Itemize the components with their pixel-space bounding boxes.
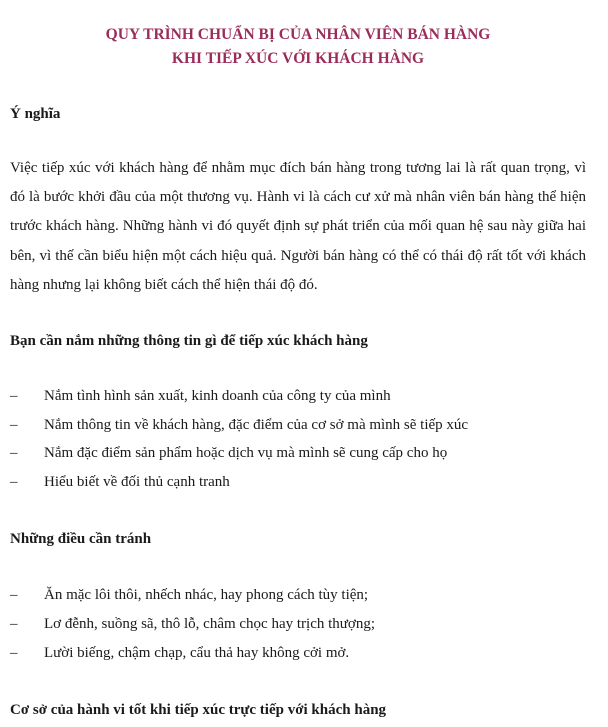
dash-bullet: –: [10, 473, 18, 490]
list-item: [10, 439, 586, 468]
dash-bullet: –: [10, 644, 18, 661]
dash-bullet: –: [10, 615, 18, 632]
heading-required-info: Bạn cần nắm những thông tin gì để tiếp xúc khách hàng: [10, 333, 368, 350]
list-item-text: Hiểu biết về đối thủ cạnh tranh: [44, 473, 230, 490]
things-to-avoid-list: [10, 581, 586, 667]
list-item-text: Ăn mặc lôi thôi, nhếch nhác, hay phong cách tùy tiện;: [44, 587, 369, 604]
dash-bullet: –: [10, 416, 18, 433]
dash-bullet: –: [10, 587, 18, 604]
title-line-1: QUY TRÌNH CHUẨN BỊ CỦA NHÂN VIÊN BÁN HÀNG: [105, 26, 491, 43]
list-item: [10, 639, 586, 668]
list-item-text: Nắm tình hình sản xuất, kinh doanh của công ty của mình: [44, 388, 391, 405]
list-item-text: Nắm thông tin về khách hàng, đặc điểm của cơ sở mà mình sẽ tiếp xúc: [44, 416, 469, 433]
heading-meaning: Ý nghĩa: [10, 106, 61, 122]
list-item: [10, 382, 586, 411]
title-line-2: KHI TIẾP XÚC VỚI KHÁCH HÀNG: [171, 50, 425, 67]
dash-bullet: –: [10, 388, 18, 405]
list-item-text: Nắm đặc điểm sản phẩm hoặc dịch vụ mà mình sẽ cung cấp cho họ: [44, 445, 448, 462]
heading-good-behavior-basis: Cơ sở của hành vi tốt khi tiếp xúc trực tiếp với khách hàng: [10, 702, 387, 719]
heading-things-to-avoid: Những điều cần tránh: [10, 531, 152, 548]
dash-bullet: –: [10, 445, 18, 462]
list-item: [10, 610, 586, 639]
required-info-list: [10, 382, 586, 496]
meaning-paragraph: Việc tiếp xúc với khách hàng để nhằm mục đích bán hàng trong tương lai là rất quan trọng, vì đó là bước khởi đầu của một thương vụ. Hành vi là cách cư xử mà nhân viên bán hàng thể hiện trước khách hàng. Những hành vi đó quyết định sự phát triển của mối quan hệ sau này giữa hai bên, vì thế cần biểu hiện một cách hiệu quả. Người bán hàng có thể có thái độ rất tốt với khách hàng nhưng lại không biết cách thể hiện thái độ đó.: [10, 160, 586, 293]
list-item-text: Lười biếng, chậm chạp, cẩu thả hay không cởi mở.: [44, 644, 350, 661]
list-item-text: Lơ đễnh, suồng sã, thô lỗ, châm chọc hay trịch thượng;: [44, 615, 376, 632]
list-item: [10, 581, 586, 610]
document-title: [10, 0, 586, 71]
list-item: [10, 411, 586, 440]
list-item: [10, 468, 586, 497]
